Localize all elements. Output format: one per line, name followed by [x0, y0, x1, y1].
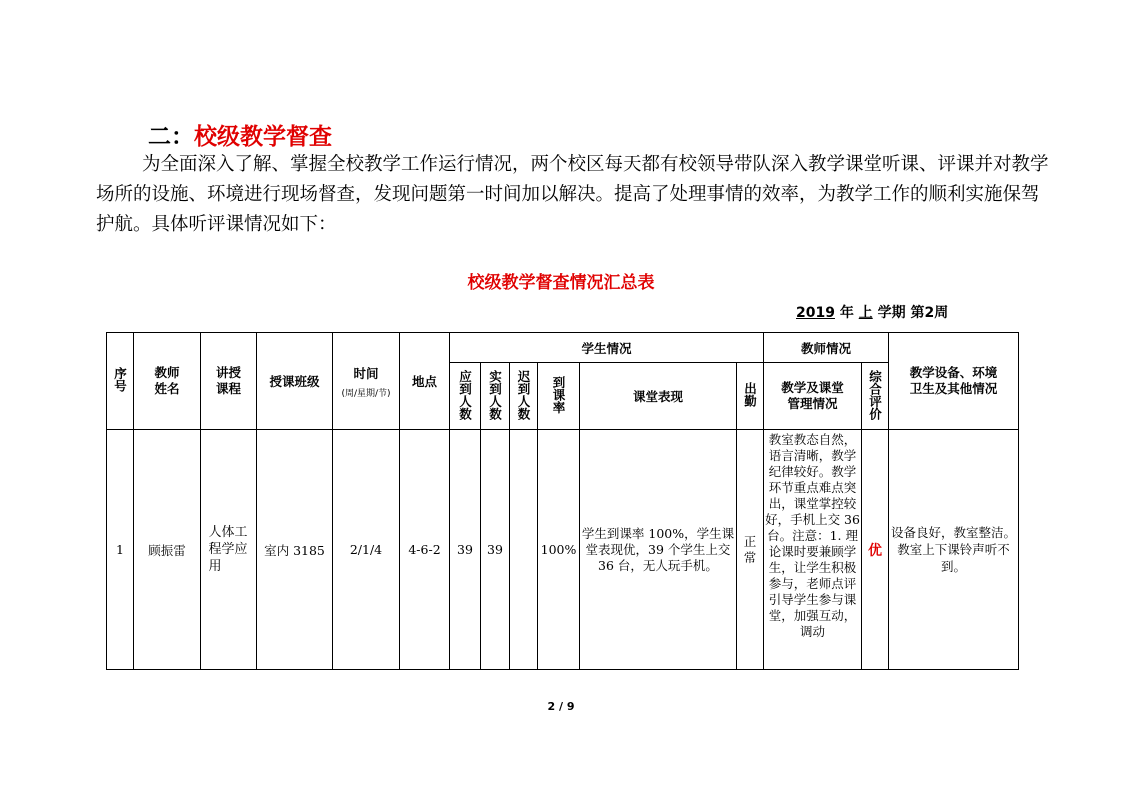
- cell-rate: 100%: [538, 430, 580, 670]
- cell-teacher: 顾振雷: [134, 430, 201, 670]
- header-actual: 实到人数: [481, 363, 510, 430]
- section-title: 校级教学督查: [194, 124, 332, 150]
- header-should: 应到人数: [450, 363, 481, 430]
- cell-place: 4-6-2: [400, 430, 450, 670]
- header-seq: 序号: [107, 333, 134, 430]
- header-performance: 课堂表现: [580, 363, 737, 430]
- header-time: 时间 (周/星期/节): [333, 333, 400, 430]
- intro-text: 为全面深入了解、掌握全校教学工作运行情况，两个校区每天都有校领导带队深入教学课堂听课、评课并对教学场所的设施、环境进行现场督查，发现问题第一时间加以解决。提高了处理事情的效率，为教学工作的顺利实施保驾护航。具体听评课情况如下：: [96, 154, 1049, 235]
- week-suffix: 周: [934, 305, 949, 321]
- table-row: [107, 430, 1019, 670]
- cell-performance: 学生到课率 100%，学生课堂表现优，39 个学生上交 36 台，无人玩手机。: [580, 430, 737, 670]
- header-course: 讲授课程: [201, 333, 257, 430]
- cell-equipment: 设备良好，教室整洁。教室上下课铃声听不到。: [889, 430, 1019, 670]
- intro-paragraph: [96, 150, 1056, 240]
- cell-overall: 优: [862, 430, 889, 670]
- term: 上: [858, 305, 873, 321]
- section-number: 二：: [148, 124, 194, 150]
- header-teacher-group: 教师情况: [764, 333, 889, 363]
- cell-seq: 1: [107, 430, 134, 670]
- term-suffix: 学期: [877, 305, 906, 321]
- header-class: 授课班级: [257, 333, 333, 430]
- header-attendance: 出勤: [737, 363, 764, 430]
- table-title: 校级教学督查情况汇总表: [467, 273, 655, 293]
- section-heading: [148, 118, 332, 151]
- year-suffix: 年: [839, 305, 854, 321]
- year: 2019: [796, 305, 835, 321]
- header-place: 地点: [400, 333, 450, 430]
- header-late: 迟到人数: [510, 363, 538, 430]
- cell-attendance: 正常: [737, 430, 764, 670]
- header-rate: 到课率: [538, 363, 580, 430]
- header-student-group: 学生情况: [450, 333, 764, 363]
- cell-mgmt: 教室教态自然，语言清晰，教学纪律较好。教学环节重点难点突出，课堂掌控较好，手机上交 36 台。注意：1. 理论课时要兼顾学生，让学生积极参与，老师点评引导学生参与课堂，加强互动，调动: [764, 430, 862, 670]
- cell-actual: 39: [481, 430, 510, 670]
- supervision-summary-table: [106, 332, 1019, 670]
- header-mgmt: 教学及课堂管理情况: [764, 363, 862, 430]
- week-prefix: 第: [910, 305, 925, 321]
- cell-late: [510, 430, 538, 670]
- header-teacher: 教师姓名: [134, 333, 201, 430]
- cell-should: 39: [450, 430, 481, 670]
- cell-class: 室内 3185: [257, 430, 333, 670]
- term-week-line: [796, 302, 948, 322]
- header-time-sub: (周/星期/节): [341, 388, 391, 399]
- page-number: 2 / 9: [547, 700, 575, 713]
- week-number: 2: [924, 305, 935, 321]
- cell-time: 2/1/4: [333, 430, 400, 670]
- header-overall: 综合评价: [862, 363, 889, 430]
- cell-course: 人体工程学应用: [201, 430, 257, 670]
- header-equipment: 教学设备、环境卫生及其他情况: [889, 333, 1019, 430]
